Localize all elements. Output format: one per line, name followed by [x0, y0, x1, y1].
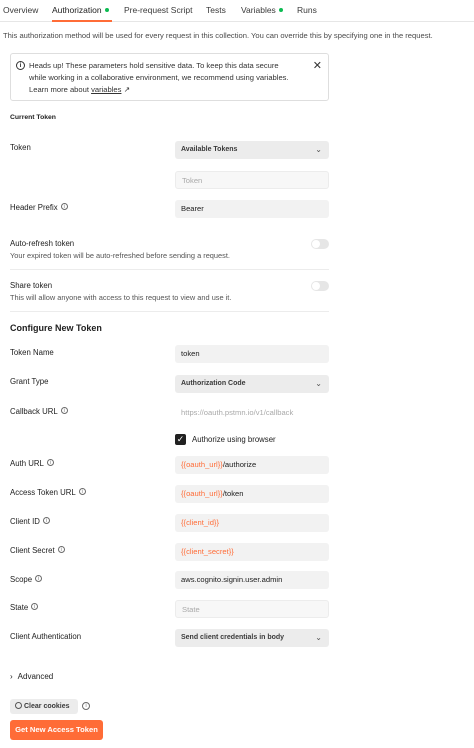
- cookie-icon: [15, 702, 22, 709]
- grant-type-select[interactable]: [175, 375, 329, 393]
- client-id-label: [10, 517, 50, 526]
- help-icon[interactable]: i: [79, 488, 86, 495]
- scope-label: [10, 575, 42, 584]
- checkmark-icon: ✓: [176, 434, 185, 444]
- select-value: Available Tokens: [181, 146, 238, 153]
- auth-url-label: [10, 459, 54, 468]
- info-icon: i: [16, 61, 25, 70]
- tab-label: Authorization: [52, 5, 102, 15]
- help-icon[interactable]: i: [35, 575, 42, 582]
- tab-pre-request-script[interactable]: [124, 5, 193, 15]
- chevron-down-icon: ⌄: [315, 145, 322, 154]
- toggle-knob: [312, 282, 320, 290]
- status-dot: [105, 8, 109, 12]
- input-value: aws.cognito.signin.user.admin: [181, 575, 283, 584]
- chevron-right-icon: ›: [10, 672, 13, 681]
- tab-label: Variables: [241, 5, 276, 15]
- alert-message: [29, 60, 309, 96]
- share-token-label: Share token: [10, 281, 53, 290]
- help-icon[interactable]: i: [43, 517, 50, 524]
- client-id-input[interactable]: [175, 514, 329, 532]
- tab-label: Pre-request Script: [124, 5, 193, 15]
- callback-url-label: [10, 407, 68, 416]
- state-input[interactable]: [175, 600, 329, 618]
- variables-link[interactable]: variables: [91, 85, 122, 94]
- variable-token: {{oauth_url}}: [181, 460, 223, 469]
- placeholder: State: [182, 605, 200, 614]
- alert-line: [29, 84, 309, 96]
- authorize-browser-label: Authorize using browser: [192, 435, 276, 444]
- tab-runs[interactable]: [297, 5, 317, 15]
- grant-type-label: Grant Type: [10, 377, 49, 386]
- tab-label: Overview: [3, 5, 39, 15]
- active-tab-indicator: [52, 20, 112, 22]
- client-authentication-select[interactable]: [175, 629, 329, 647]
- help-icon[interactable]: i: [31, 603, 38, 610]
- divider: [10, 269, 329, 270]
- share-token-description: This will allow anyone with access to this request to view and use it.: [10, 293, 232, 302]
- tab-overview[interactable]: [3, 5, 38, 15]
- help-icon[interactable]: i: [58, 546, 65, 553]
- label-text: Auth URL: [10, 459, 44, 468]
- tab-bar: [0, 0, 474, 22]
- chevron-down-icon: ⌄: [315, 379, 322, 388]
- select-value: Send client credentials in body: [181, 634, 285, 641]
- input-value: /authorize: [222, 460, 257, 469]
- token-name-label: Token Name: [10, 348, 54, 357]
- advanced-toggle[interactable]: [10, 672, 53, 681]
- label-text: Access Token URL: [10, 488, 76, 497]
- advanced-label: Advanced: [17, 672, 54, 681]
- client-secret-input[interactable]: [175, 543, 329, 561]
- external-link-icon: ↗: [123, 85, 130, 94]
- help-icon[interactable]: i: [47, 459, 54, 466]
- status-dot: [279, 8, 283, 12]
- token-name-input[interactable]: [175, 345, 329, 363]
- variable-token: {{client_id}}: [181, 518, 220, 527]
- input-value: Bearer: [181, 204, 204, 213]
- callback-url-input[interactable]: [175, 404, 329, 422]
- auto-refresh-label: Auto-refresh token: [10, 239, 75, 248]
- authorize-browser-checkbox[interactable]: [175, 434, 186, 445]
- auto-refresh-toggle[interactable]: [311, 239, 329, 249]
- close-icon[interactable]: ✕: [312, 60, 322, 72]
- variable-token: {{client_secret}}: [181, 547, 234, 556]
- variable-token: {{oauth_url}}: [181, 489, 223, 498]
- label-text: State: [10, 603, 29, 612]
- token-label: Token: [10, 143, 31, 152]
- tab-label: Runs: [297, 5, 317, 15]
- chevron-down-icon: ⌄: [315, 633, 322, 642]
- get-new-access-token-button[interactable]: Get New Access Token: [10, 720, 103, 740]
- placeholder: https://oauth.pstmn.io/v1/callback: [181, 408, 294, 417]
- access-token-url-label: [10, 488, 86, 497]
- client-authentication-label: Client Authentication: [10, 632, 82, 641]
- auth-url-input[interactable]: [175, 456, 329, 474]
- alert-line: Heads up! These parameters hold sensitive data. To keep this data secure: [29, 61, 279, 70]
- input-value: /token: [222, 489, 244, 498]
- label-text: Scope: [10, 575, 33, 584]
- state-label: [10, 603, 38, 612]
- header-prefix-label: [10, 203, 68, 212]
- button-label: Clear cookies: [24, 703, 70, 710]
- tab-authorization[interactable]: [52, 5, 109, 15]
- available-tokens-select[interactable]: [175, 141, 329, 159]
- label-text: Callback URL: [10, 407, 58, 416]
- toggle-knob: [312, 240, 320, 248]
- label-text: Header Prefix: [10, 203, 58, 212]
- divider: [10, 311, 329, 312]
- auth-info-text: This authorization method will be used for every request in this collection. You can override this by specifying one in the request.: [3, 31, 433, 40]
- label-text: Client ID: [10, 517, 40, 526]
- sensitive-data-alert: [10, 53, 329, 101]
- current-token-heading: Current Token: [10, 114, 56, 121]
- alert-learn-more-text: Learn more about: [29, 85, 92, 94]
- tab-label: Tests: [206, 5, 226, 15]
- scope-input[interactable]: [175, 571, 329, 589]
- clear-cookies-button[interactable]: [10, 699, 78, 714]
- input-value: token: [181, 349, 200, 358]
- auto-refresh-description: Your expired token will be auto-refreshed before sending a request.: [10, 251, 230, 260]
- tab-variables[interactable]: [241, 5, 283, 15]
- header-prefix-input[interactable]: [175, 200, 329, 218]
- token-input[interactable]: [175, 171, 329, 189]
- share-token-toggle[interactable]: [311, 281, 329, 291]
- tab-tests[interactable]: [206, 5, 226, 15]
- label-text: Client Secret: [10, 546, 55, 555]
- configure-token-heading: Configure New Token: [10, 323, 102, 333]
- placeholder: Token: [182, 176, 203, 185]
- help-icon[interactable]: i: [82, 702, 90, 710]
- client-secret-label: [10, 546, 65, 555]
- alert-line: while working in a collaborative environment, we recommend using variables.: [29, 73, 289, 82]
- access-token-url-input[interactable]: [175, 485, 329, 503]
- select-value: Authorization Code: [181, 380, 246, 387]
- help-icon[interactable]: i: [61, 407, 68, 414]
- help-icon[interactable]: i: [61, 203, 68, 210]
